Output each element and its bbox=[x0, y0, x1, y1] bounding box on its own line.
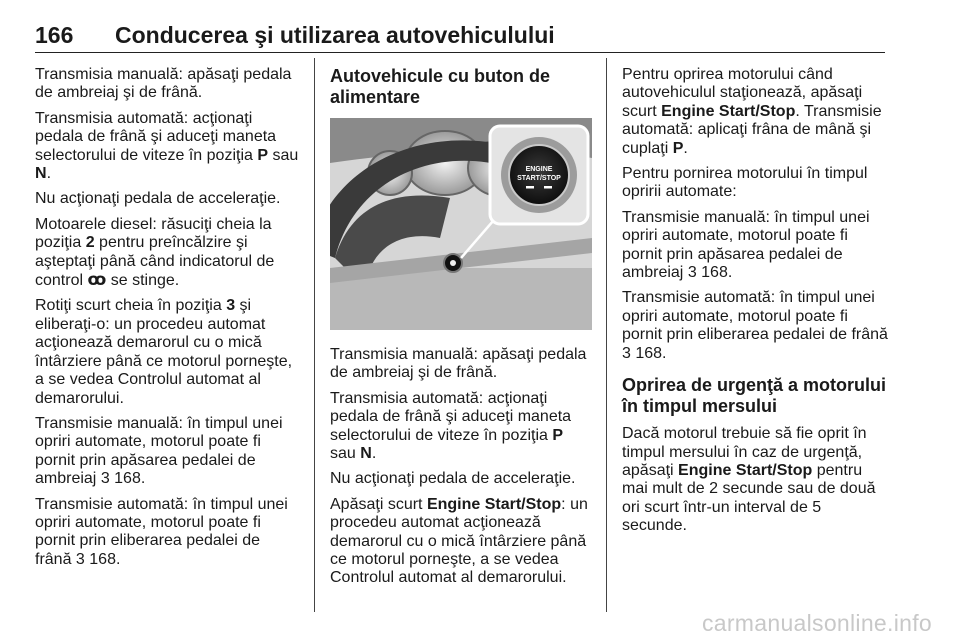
page-number: 166 bbox=[35, 22, 74, 48]
page-reference-link[interactable]: 3 168. bbox=[687, 264, 733, 282]
glow-plug-icon: ꝏ bbox=[87, 270, 107, 290]
page-header bbox=[35, 18, 885, 53]
page-reference-link[interactable]: 3 168. bbox=[622, 344, 667, 362]
paragraph: Rotiţi scurt cheia în poziţia 3 şi eliberaţi-o: un procedeu automat acţionează demarorul cu o mică întârziere până ce motorul porneşte, a se vedea Controlul automat al demarorului. bbox=[35, 297, 293, 407]
column-divider bbox=[606, 58, 607, 612]
paragraph: Apăsaţi scurt Engine Start/Stop: un procedeu automat acţionează demarorul cu o mică întârziere până ce motorul porneşte, a se vedea Controlul automat al demarorului. bbox=[330, 495, 588, 587]
paragraph: Pentru pornirea motorului în timpul opririi automate: bbox=[622, 165, 868, 201]
paragraph: Transmisie manuală: în timpul unei opriri automate, motorul poate fi pornit prin apăsarea pedalei de ambreiaj 3 168. bbox=[35, 414, 283, 488]
paragraph: Transmisia automată: acţionaţi pedala de frână şi aduceţi maneta selectorului de viteze în poziţia P sau N. bbox=[330, 389, 572, 463]
chapter-title: Conducerea şi utilizarea autovehiculului bbox=[115, 22, 555, 48]
paragraph: Motoarele diesel: răsuciţi cheia la poziţia 2 pentru preîncălzire şi aşteptaţi până când indicatorul de control ꝏ se stinge. bbox=[35, 215, 275, 290]
paragraph: Transmisie manuală: în timpul unei opriri automate, motorul poate fi pornit prin apăsarea pedalei de ambreiaj 3 168. bbox=[622, 208, 870, 282]
start-stop-label: START/STOP bbox=[517, 175, 561, 182]
paragraph: Transmisia manuală: apăsaţi pedala de ambreiaj şi de frână. bbox=[35, 66, 292, 102]
paragraph: Transmisie automată: în timpul unei opriri automate, motorul poate fi pornit prin eliberarea pedalei de frână 3 168. bbox=[622, 289, 888, 362]
paragraph: Nu acţionaţi pedala de acceleraţie. bbox=[330, 470, 576, 488]
paragraph: Pentru oprirea motorului când autovehiculul staţionează, apăsaţi scurt Engine Start/Stop. Transmisie automată: aplicaţi frâna de mână şi cuplaţi P. bbox=[622, 66, 882, 157]
column-3 bbox=[622, 66, 888, 543]
paragraph: Transmisie automată: în timpul unei opriri automate, motorul poate fi pornit prin eliberarea pedalei de frână 3 168. bbox=[35, 495, 288, 568]
column-2 bbox=[330, 66, 592, 595]
column-1 bbox=[35, 66, 300, 576]
paragraph: Transmisia manuală: apăsaţi pedala de ambreiaj şi de frână. bbox=[330, 346, 587, 382]
section-heading: Autovehicule cu buton de alimentare bbox=[330, 66, 551, 107]
watermark: carmanualsonline.info bbox=[701, 610, 932, 636]
paragraph: Dacă motorul trebuie să fie oprit în timpul mersului în caz de urgenţă, apăsaţi Engine Start/Stop pentru mai mult de 2 secunde sau de două ori scurt într-un interval de 5 secunde. bbox=[622, 425, 876, 535]
dashboard-illustration bbox=[330, 118, 592, 330]
paragraph: Nu acţionaţi pedala de acceleraţie. bbox=[35, 190, 281, 208]
section-heading: Oprirea de urgenţă a motorului în timpul mersului bbox=[622, 375, 887, 417]
page-reference-link[interactable]: 3 168. bbox=[75, 550, 121, 568]
page-reference-link[interactable]: 3 168. bbox=[100, 470, 146, 488]
column-divider bbox=[314, 58, 315, 612]
paragraph: Transmisia automată: acţionaţi pedala de frână şi aduceţi maneta selectorului de viteze în poziţia P sau N. bbox=[35, 109, 299, 183]
engine-label: ENGINE bbox=[525, 166, 553, 173]
